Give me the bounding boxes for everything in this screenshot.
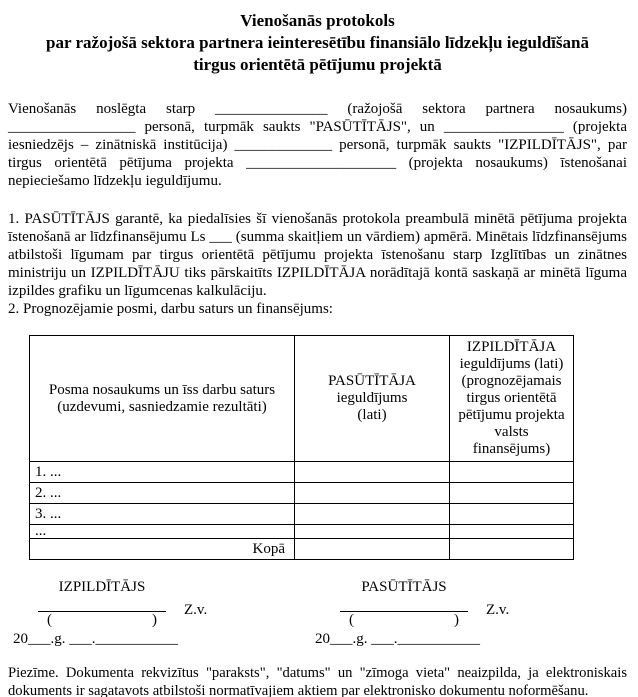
signature-section — [8, 578, 627, 648]
table-cell-total-pasutitaja — [295, 539, 450, 560]
table-cell-pasutitaja-amount — [295, 462, 450, 483]
signature-block-pasutitajs — [310, 578, 612, 648]
signature-line — [38, 600, 166, 612]
signature-role-label: IZPILDĪTĀJS — [58, 579, 146, 595]
signature-date-line: 20___.g. ___.___________ — [315, 631, 480, 647]
table-total-row — [30, 539, 574, 560]
footnote: Piezīme. Dokumenta rekvizītus "paraksts", "datums" un "zīmoga vieta" neaizpilda, ja elektroniskais dokuments ir sagatavots atbilstoši normatīvajiem aktiem par elektronisko dokumentu noformēšanu. — [8, 665, 627, 697]
document-title — [8, 10, 627, 76]
table-header-row — [30, 336, 574, 462]
table-cell-total-izpilditaja — [450, 539, 574, 560]
signature-name-parens — [340, 612, 468, 629]
paren-close: ) — [152, 612, 157, 628]
title-line-2: par ražojošā sektora partnera ieinteresētību finansiālo līdzekļu ieguldīšanā — [46, 33, 589, 52]
table-header-stage: Posma nosaukums un īss darbu saturs (uzdevumi, sasniedzamie rezultāti) — [30, 336, 295, 462]
table-cell-izpilditaja-amount — [450, 525, 574, 539]
table-cell-total-label: Kopā — [30, 539, 295, 560]
seal-place-label: Z.v. — [486, 602, 510, 618]
table-row — [30, 525, 574, 539]
signature-name-parens — [38, 612, 166, 629]
table-row — [30, 483, 574, 504]
table-header-izpilditaja: IZPILDĪTĀJA ieguldījums (lati) (prognozējamais tirgus orientētā pētījumu projekta valsts finansējums) — [450, 336, 574, 462]
financing-table — [29, 335, 574, 560]
clause-2-heading: 2. Prognozējamie posmi, darbu saturs un finansējums: — [8, 301, 333, 317]
table-cell-pasutitaja-amount — [295, 525, 450, 539]
signature-date-line: 20___.g. ___.___________ — [13, 631, 178, 647]
table-cell-stage: 2. ... — [30, 483, 295, 504]
table-cell-izpilditaja-amount — [450, 504, 574, 525]
clause-1-paragraph: 1. PASŪTĪTĀJS garantē, ka piedalīsies šī vienošanās protokola preambulā minētā pētījuma projekta īstenošanā ar līdzfinansējumu Ls ___ (summa skaitļiem un vārdiem) apmērā. Minētais līdzfinansējums atbilstoši līgumam par tirgus orientētā pētījumu projekta īstenošanu starp Izglītības un zinātnes ministriju un IZPILDĪTĀJU tiks pārskaitīts IZPILDĪTĀJA norādītajā kontā saskaņā ar minētā līguma izpildes grafiku un līgumcenas kalkulāciju. — [8, 211, 627, 299]
table-cell-pasutitaja-amount — [295, 504, 450, 525]
title-line-3: tirgus orientētā pētījumu projektā — [193, 55, 442, 74]
table-cell-izpilditaja-amount — [450, 483, 574, 504]
signature-block-izpilditajs — [8, 578, 310, 648]
table-cell-stage: ... — [30, 525, 295, 539]
table-cell-pasutitaja-amount — [295, 483, 450, 504]
table-row — [30, 462, 574, 483]
table-cell-stage: 3. ... — [30, 504, 295, 525]
signature-line — [340, 600, 468, 612]
preamble-paragraph: Vienošanās noslēgta starp _______________ (ražojošā sektora partnera nosaukums) _________________ personā, turpmāk saukts "PASŪTĪTĀJS", un ________________ (projekta iesniedzējs – zinātniskā institūcija) _____________ personā, turpmāk saukts "IZPILDĪTĀJS", par tirgus orientētā pētījuma projekta ____________________ (projekta nosaukums) īstenošanai nepieciešamo līdzekļu ieguldījumu. — [8, 101, 627, 189]
title-line-1: Vienošanās protokols — [240, 11, 395, 30]
seal-place-label: Z.v. — [184, 602, 208, 618]
table-cell-stage: 1. ... — [30, 462, 295, 483]
table-cell-izpilditaja-amount — [450, 462, 574, 483]
paren-close: ) — [454, 612, 459, 628]
signature-role-label: PASŪTĪTĀJS — [361, 579, 447, 595]
table-row — [30, 504, 574, 525]
paren-open: ( — [349, 612, 354, 628]
table-header-pasutitaja: PASŪTĪTĀJA ieguldījums (lati) — [295, 336, 450, 462]
paren-open: ( — [47, 612, 52, 628]
